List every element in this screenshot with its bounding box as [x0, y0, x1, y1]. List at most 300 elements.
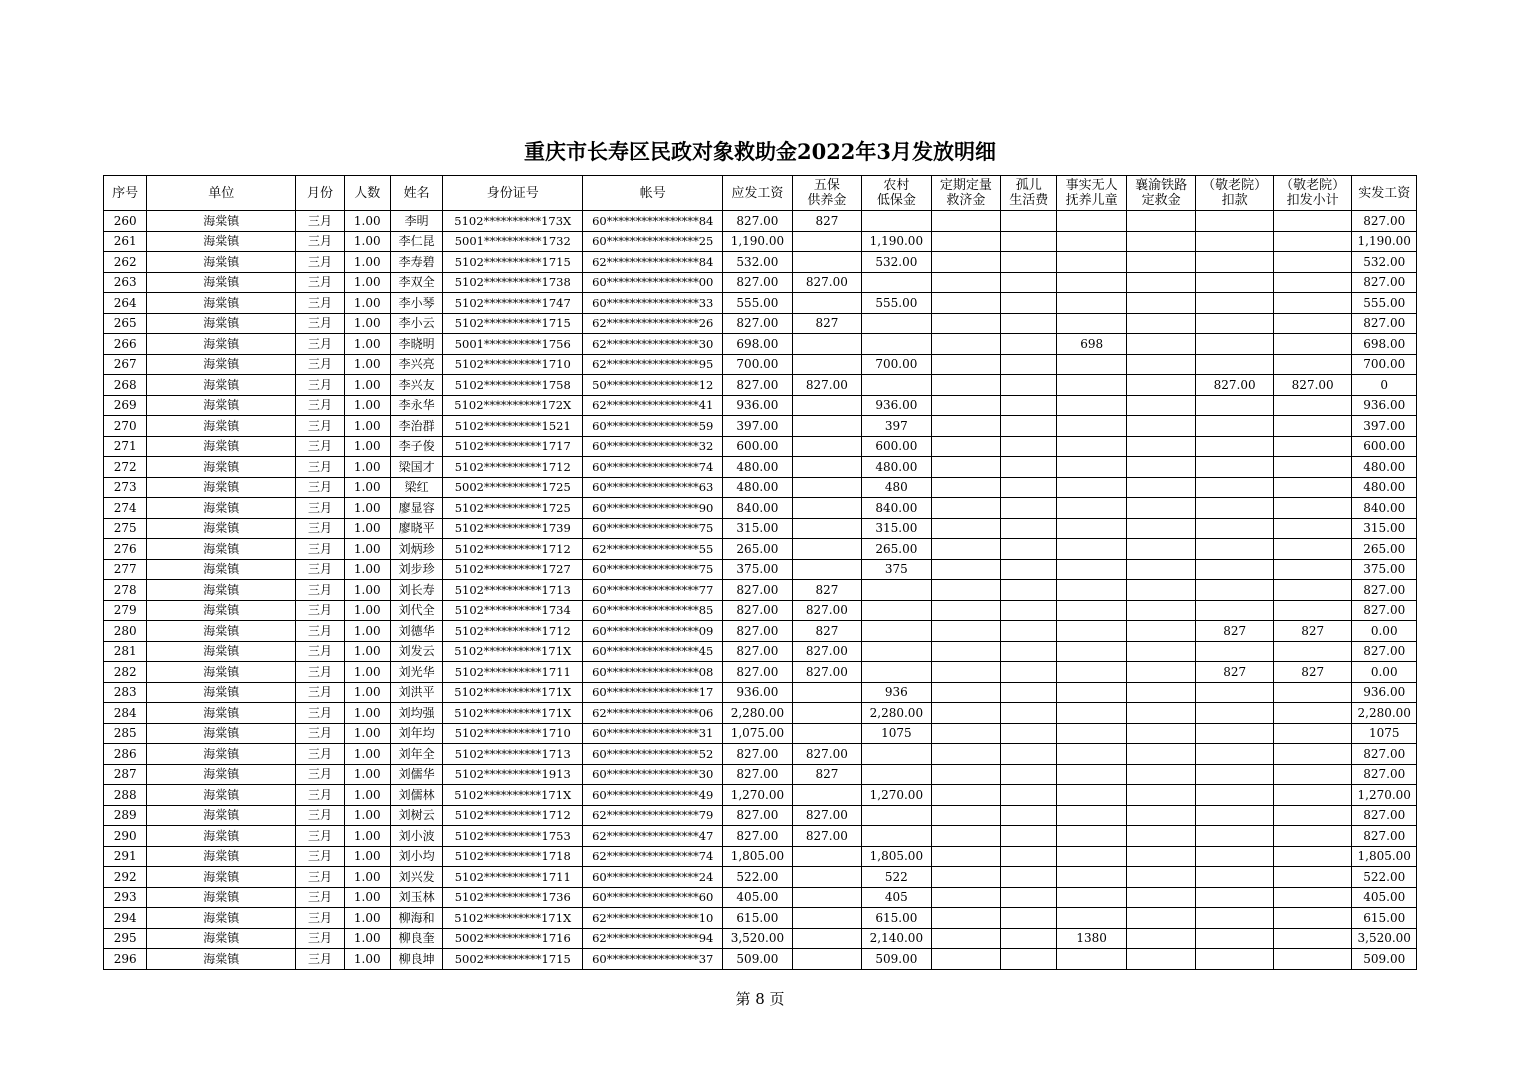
id-number-cell: 5102**********1734	[443, 600, 583, 621]
rural-dibao-cell: 1,805.00	[862, 846, 931, 867]
account-cell: 60****************49	[583, 785, 723, 806]
seq-cell: 286	[104, 744, 147, 765]
payable-cell: 827.00	[723, 375, 792, 396]
regular-relief-cell	[931, 334, 1000, 355]
count-cell: 1.00	[344, 600, 390, 621]
payable-cell: 936.00	[723, 395, 792, 416]
unit-cell: 海棠镇	[147, 395, 296, 416]
nursing-subtotal-cell	[1273, 436, 1352, 457]
payable-cell: 827.00	[723, 662, 792, 683]
account-cell: 62****************79	[583, 805, 723, 826]
regular-relief-cell	[931, 723, 1000, 744]
orphan-cell	[1001, 682, 1057, 703]
orphan-cell	[1001, 559, 1057, 580]
actual-pay-cell: 397.00	[1352, 416, 1417, 437]
table-row	[104, 313, 1417, 334]
month-cell: 三月	[296, 334, 344, 355]
name-cell: 刘年全	[390, 744, 442, 765]
name-cell: 柳海和	[390, 908, 442, 929]
wubao-cell: 827.00	[792, 826, 861, 847]
unattended-child-cell	[1057, 539, 1126, 560]
unattended-child-cell	[1057, 908, 1126, 929]
payable-cell: 315.00	[723, 518, 792, 539]
orphan-cell	[1001, 211, 1057, 232]
month-cell: 三月	[296, 600, 344, 621]
payable-cell: 405.00	[723, 887, 792, 908]
regular-relief-cell	[931, 375, 1000, 396]
nursing-deduction-cell: 827.00	[1196, 375, 1274, 396]
orphan-cell	[1001, 723, 1057, 744]
unattended-child-cell	[1057, 949, 1126, 970]
nursing-deduction-cell	[1196, 559, 1274, 580]
nursing-subtotal-cell	[1273, 457, 1352, 478]
orphan-cell	[1001, 416, 1057, 437]
nursing-deduction-cell	[1196, 457, 1274, 478]
count-cell: 1.00	[344, 703, 390, 724]
id-number-cell: 5102**********1711	[443, 867, 583, 888]
payable-cell: 3,520.00	[723, 928, 792, 949]
payable-cell: 600.00	[723, 436, 792, 457]
nursing-subtotal-cell	[1273, 293, 1352, 314]
table-row	[104, 231, 1417, 252]
unit-cell: 海棠镇	[147, 211, 296, 232]
seq-cell: 276	[104, 539, 147, 560]
nursing-deduction-cell	[1196, 908, 1274, 929]
table-row	[104, 518, 1417, 539]
name-cell: 李晓明	[390, 334, 442, 355]
payable-cell: 615.00	[723, 908, 792, 929]
wubao-cell: 827.00	[792, 641, 861, 662]
rural-dibao-cell: 509.00	[862, 949, 931, 970]
month-cell: 三月	[296, 477, 344, 498]
wubao-cell	[792, 395, 861, 416]
rural-dibao-cell: 375	[862, 559, 931, 580]
name-cell: 刘炳珍	[390, 539, 442, 560]
actual-pay-cell: 509.00	[1352, 949, 1417, 970]
railway-relief-cell	[1126, 293, 1195, 314]
orphan-cell	[1001, 518, 1057, 539]
payable-cell: 480.00	[723, 457, 792, 478]
railway-relief-cell	[1126, 539, 1195, 560]
payable-cell: 480.00	[723, 477, 792, 498]
month-cell: 三月	[296, 826, 344, 847]
seq-cell: 274	[104, 498, 147, 519]
railway-relief-cell	[1126, 272, 1195, 293]
nursing-subtotal-cell	[1273, 805, 1352, 826]
name-cell: 刘年均	[390, 723, 442, 744]
wubao-cell	[792, 785, 861, 806]
table-row	[104, 887, 1417, 908]
page-number: 第 8 页	[735, 990, 785, 1008]
unit-cell: 海棠镇	[147, 785, 296, 806]
count-cell: 1.00	[344, 580, 390, 601]
orphan-cell	[1001, 764, 1057, 785]
seq-cell: 269	[104, 395, 147, 416]
table-header-row	[104, 176, 1417, 211]
month-cell: 三月	[296, 641, 344, 662]
table-row	[104, 395, 1417, 416]
name-cell: 李治群	[390, 416, 442, 437]
count-cell: 1.00	[344, 252, 390, 273]
wubao-cell: 827	[792, 211, 861, 232]
wubao-cell: 827.00	[792, 805, 861, 826]
id-number-cell: 5102**********1713	[443, 580, 583, 601]
rural-dibao-cell	[862, 641, 931, 662]
wubao-cell	[792, 498, 861, 519]
count-cell: 1.00	[344, 867, 390, 888]
unit-cell: 海棠镇	[147, 908, 296, 929]
account-cell: 60****************63	[583, 477, 723, 498]
payable-cell: 700.00	[723, 354, 792, 375]
count-cell: 1.00	[344, 846, 390, 867]
month-cell: 三月	[296, 498, 344, 519]
seq-cell: 284	[104, 703, 147, 724]
regular-relief-cell	[931, 313, 1000, 334]
nursing-subtotal-cell	[1273, 477, 1352, 498]
payable-cell: 1,075.00	[723, 723, 792, 744]
payable-cell: 509.00	[723, 949, 792, 970]
name-cell: 刘兴发	[390, 867, 442, 888]
unit-cell: 海棠镇	[147, 375, 296, 396]
orphan-cell	[1001, 313, 1057, 334]
payable-cell: 827.00	[723, 826, 792, 847]
wubao-cell	[792, 949, 861, 970]
wubao-cell	[792, 539, 861, 560]
month-cell: 三月	[296, 211, 344, 232]
payable-cell: 840.00	[723, 498, 792, 519]
rural-dibao-cell	[862, 334, 931, 355]
railway-relief-cell	[1126, 313, 1195, 334]
id-number-cell: 5102**********1712	[443, 457, 583, 478]
payable-cell: 827.00	[723, 621, 792, 642]
id-number-cell: 5102**********1715	[443, 252, 583, 273]
unit-cell: 海棠镇	[147, 867, 296, 888]
count-cell: 1.00	[344, 313, 390, 334]
unit-cell: 海棠镇	[147, 600, 296, 621]
orphan-cell	[1001, 477, 1057, 498]
id-number-cell: 5102**********1739	[443, 518, 583, 539]
railway-relief-cell	[1126, 477, 1195, 498]
regular-relief-cell	[931, 272, 1000, 293]
orphan-cell	[1001, 785, 1057, 806]
nursing-subtotal-cell	[1273, 272, 1352, 293]
count-cell: 1.00	[344, 928, 390, 949]
seq-cell: 278	[104, 580, 147, 601]
table-row	[104, 436, 1417, 457]
seq-cell: 293	[104, 887, 147, 908]
payable-cell: 2,280.00	[723, 703, 792, 724]
nursing-subtotal-cell	[1273, 252, 1352, 273]
document-title: 重庆市长寿区民政对象救助金2022年3月发放明细	[523, 139, 997, 164]
rural-dibao-cell: 840.00	[862, 498, 931, 519]
col-unattended-child-header: 事实无人 抚养儿童	[1057, 176, 1126, 211]
id-number-cell: 5102**********1727	[443, 559, 583, 580]
id-number-cell: 5002**********1715	[443, 949, 583, 970]
railway-relief-cell	[1126, 826, 1195, 847]
table-row	[104, 580, 1417, 601]
unit-cell: 海棠镇	[147, 621, 296, 642]
actual-pay-cell: 615.00	[1352, 908, 1417, 929]
orphan-cell	[1001, 744, 1057, 765]
account-cell: 60****************08	[583, 662, 723, 683]
unattended-child-cell	[1057, 375, 1126, 396]
wubao-cell	[792, 518, 861, 539]
name-cell: 梁国才	[390, 457, 442, 478]
name-cell: 刘洪平	[390, 682, 442, 703]
actual-pay-cell: 1,190.00	[1352, 231, 1417, 252]
unit-cell: 海棠镇	[147, 416, 296, 437]
seq-cell: 295	[104, 928, 147, 949]
unattended-child-cell	[1057, 559, 1126, 580]
col-account-header: 帐号	[583, 176, 723, 211]
payable-cell: 827.00	[723, 272, 792, 293]
actual-pay-cell: 827.00	[1352, 580, 1417, 601]
account-cell: 62****************10	[583, 908, 723, 929]
count-cell: 1.00	[344, 744, 390, 765]
table-row	[104, 764, 1417, 785]
account-cell: 62****************30	[583, 334, 723, 355]
unit-cell: 海棠镇	[147, 457, 296, 478]
nursing-deduction-cell	[1196, 211, 1274, 232]
table-row	[104, 867, 1417, 888]
seq-cell: 275	[104, 518, 147, 539]
table-row	[104, 805, 1417, 826]
account-cell: 60****************52	[583, 744, 723, 765]
table-row	[104, 908, 1417, 929]
orphan-cell	[1001, 252, 1057, 273]
nursing-deduction-cell	[1196, 641, 1274, 662]
unit-cell: 海棠镇	[147, 354, 296, 375]
payable-cell: 827.00	[723, 600, 792, 621]
id-number-cell: 5102**********171X	[443, 641, 583, 662]
actual-pay-cell: 522.00	[1352, 867, 1417, 888]
name-cell: 刘小波	[390, 826, 442, 847]
table-row	[104, 457, 1417, 478]
orphan-cell	[1001, 949, 1057, 970]
account-cell: 60****************09	[583, 621, 723, 642]
table-row	[104, 498, 1417, 519]
month-cell: 三月	[296, 272, 344, 293]
unit-cell: 海棠镇	[147, 272, 296, 293]
unattended-child-cell	[1057, 231, 1126, 252]
table-row	[104, 334, 1417, 355]
orphan-cell	[1001, 826, 1057, 847]
wubao-cell	[792, 723, 861, 744]
id-number-cell: 5102**********1753	[443, 826, 583, 847]
month-cell: 三月	[296, 580, 344, 601]
rural-dibao-cell: 397	[862, 416, 931, 437]
orphan-cell	[1001, 457, 1057, 478]
count-cell: 1.00	[344, 764, 390, 785]
id-number-cell: 5102**********171X	[443, 785, 583, 806]
name-cell: 刘德华	[390, 621, 442, 642]
nursing-deduction-cell	[1196, 580, 1274, 601]
unattended-child-cell	[1057, 457, 1126, 478]
name-cell: 刘光华	[390, 662, 442, 683]
unattended-child-cell	[1057, 600, 1126, 621]
nursing-subtotal-cell	[1273, 395, 1352, 416]
regular-relief-cell	[931, 436, 1000, 457]
railway-relief-cell	[1126, 908, 1195, 929]
actual-pay-cell: 555.00	[1352, 293, 1417, 314]
actual-pay-cell: 480.00	[1352, 477, 1417, 498]
account-cell: 62****************95	[583, 354, 723, 375]
month-cell: 三月	[296, 354, 344, 375]
nursing-subtotal-cell	[1273, 846, 1352, 867]
nursing-subtotal-cell	[1273, 539, 1352, 560]
count-cell: 1.00	[344, 723, 390, 744]
unattended-child-cell	[1057, 826, 1126, 847]
unattended-child-cell	[1057, 867, 1126, 888]
regular-relief-cell	[931, 354, 1000, 375]
col-regular-relief-header: 定期定量 救济金	[931, 176, 1000, 211]
unit-cell: 海棠镇	[147, 231, 296, 252]
rural-dibao-cell: 315.00	[862, 518, 931, 539]
actual-pay-cell: 375.00	[1352, 559, 1417, 580]
orphan-cell	[1001, 436, 1057, 457]
name-cell: 刘小均	[390, 846, 442, 867]
actual-pay-cell: 936.00	[1352, 682, 1417, 703]
railway-relief-cell	[1126, 846, 1195, 867]
seq-cell: 289	[104, 805, 147, 826]
wubao-cell	[792, 293, 861, 314]
seq-cell: 290	[104, 826, 147, 847]
nursing-deduction-cell	[1196, 539, 1274, 560]
nursing-deduction-cell	[1196, 231, 1274, 252]
nursing-subtotal-cell	[1273, 887, 1352, 908]
unit-cell: 海棠镇	[147, 928, 296, 949]
payable-cell: 522.00	[723, 867, 792, 888]
account-cell: 60****************17	[583, 682, 723, 703]
regular-relief-cell	[931, 580, 1000, 601]
count-cell: 1.00	[344, 826, 390, 847]
table-row	[104, 600, 1417, 621]
seq-cell: 267	[104, 354, 147, 375]
seq-cell: 265	[104, 313, 147, 334]
nursing-deduction-cell	[1196, 354, 1274, 375]
nursing-deduction-cell	[1196, 826, 1274, 847]
wubao-cell	[792, 559, 861, 580]
wubao-cell	[792, 867, 861, 888]
name-cell: 李寿碧	[390, 252, 442, 273]
nursing-subtotal-cell	[1273, 867, 1352, 888]
unattended-child-cell	[1057, 313, 1126, 334]
account-cell: 62****************84	[583, 252, 723, 273]
unattended-child-cell	[1057, 293, 1126, 314]
actual-pay-cell: 0.00	[1352, 621, 1417, 642]
railway-relief-cell	[1126, 252, 1195, 273]
actual-pay-cell: 700.00	[1352, 354, 1417, 375]
unattended-child-cell	[1057, 703, 1126, 724]
month-cell: 三月	[296, 785, 344, 806]
wubao-cell: 827	[792, 764, 861, 785]
nursing-deduction-cell	[1196, 293, 1274, 314]
month-cell: 三月	[296, 764, 344, 785]
regular-relief-cell	[931, 457, 1000, 478]
month-cell: 三月	[296, 621, 344, 642]
count-cell: 1.00	[344, 334, 390, 355]
rural-dibao-cell: 936	[862, 682, 931, 703]
name-cell: 刘树云	[390, 805, 442, 826]
regular-relief-cell	[931, 559, 1000, 580]
nursing-deduction-cell	[1196, 395, 1274, 416]
id-number-cell: 5102**********1736	[443, 887, 583, 908]
actual-pay-cell: 827.00	[1352, 600, 1417, 621]
relief-payment-table	[103, 175, 1417, 970]
nursing-deduction-cell	[1196, 805, 1274, 826]
seq-cell: 270	[104, 416, 147, 437]
unit-cell: 海棠镇	[147, 334, 296, 355]
month-cell: 三月	[296, 539, 344, 560]
regular-relief-cell	[931, 908, 1000, 929]
count-cell: 1.00	[344, 518, 390, 539]
railway-relief-cell	[1126, 887, 1195, 908]
account-cell: 60****************37	[583, 949, 723, 970]
actual-pay-cell: 827.00	[1352, 744, 1417, 765]
rural-dibao-cell: 265.00	[862, 539, 931, 560]
regular-relief-cell	[931, 846, 1000, 867]
rural-dibao-cell: 522	[862, 867, 931, 888]
rural-dibao-cell	[862, 826, 931, 847]
rural-dibao-cell	[862, 764, 931, 785]
table-row	[104, 662, 1417, 683]
wubao-cell: 827	[792, 621, 861, 642]
name-cell: 刘长寿	[390, 580, 442, 601]
nursing-subtotal-cell	[1273, 723, 1352, 744]
payable-cell: 532.00	[723, 252, 792, 273]
unit-cell: 海棠镇	[147, 949, 296, 970]
actual-pay-cell: 827.00	[1352, 805, 1417, 826]
nursing-subtotal-cell: 827	[1273, 662, 1352, 683]
nursing-deduction-cell	[1196, 518, 1274, 539]
wubao-cell	[792, 887, 861, 908]
account-cell: 60****************90	[583, 498, 723, 519]
col-wubao-header: 五保 供养金	[792, 176, 861, 211]
col-month-header: 月份	[296, 176, 344, 211]
unattended-child-cell	[1057, 785, 1126, 806]
orphan-cell	[1001, 272, 1057, 293]
unit-cell: 海棠镇	[147, 518, 296, 539]
account-cell: 60****************75	[583, 559, 723, 580]
seq-cell: 288	[104, 785, 147, 806]
account-cell: 62****************74	[583, 846, 723, 867]
regular-relief-cell	[931, 211, 1000, 232]
railway-relief-cell	[1126, 518, 1195, 539]
month-cell: 三月	[296, 805, 344, 826]
unit-cell: 海棠镇	[147, 662, 296, 683]
wubao-cell	[792, 416, 861, 437]
count-cell: 1.00	[344, 375, 390, 396]
payable-cell: 1,270.00	[723, 785, 792, 806]
railway-relief-cell	[1126, 867, 1195, 888]
month-cell: 三月	[296, 703, 344, 724]
name-cell: 梁红	[390, 477, 442, 498]
table-row	[104, 211, 1417, 232]
unattended-child-cell: 698	[1057, 334, 1126, 355]
railway-relief-cell	[1126, 928, 1195, 949]
col-count-header: 人数	[344, 176, 390, 211]
rural-dibao-cell	[862, 272, 931, 293]
account-cell: 60****************25	[583, 231, 723, 252]
payable-cell: 827.00	[723, 211, 792, 232]
orphan-cell	[1001, 375, 1057, 396]
actual-pay-cell: 265.00	[1352, 539, 1417, 560]
account-cell: 62****************41	[583, 395, 723, 416]
name-cell: 李兴亮	[390, 354, 442, 375]
orphan-cell	[1001, 928, 1057, 949]
table-row	[104, 703, 1417, 724]
name-cell: 刘步珍	[390, 559, 442, 580]
